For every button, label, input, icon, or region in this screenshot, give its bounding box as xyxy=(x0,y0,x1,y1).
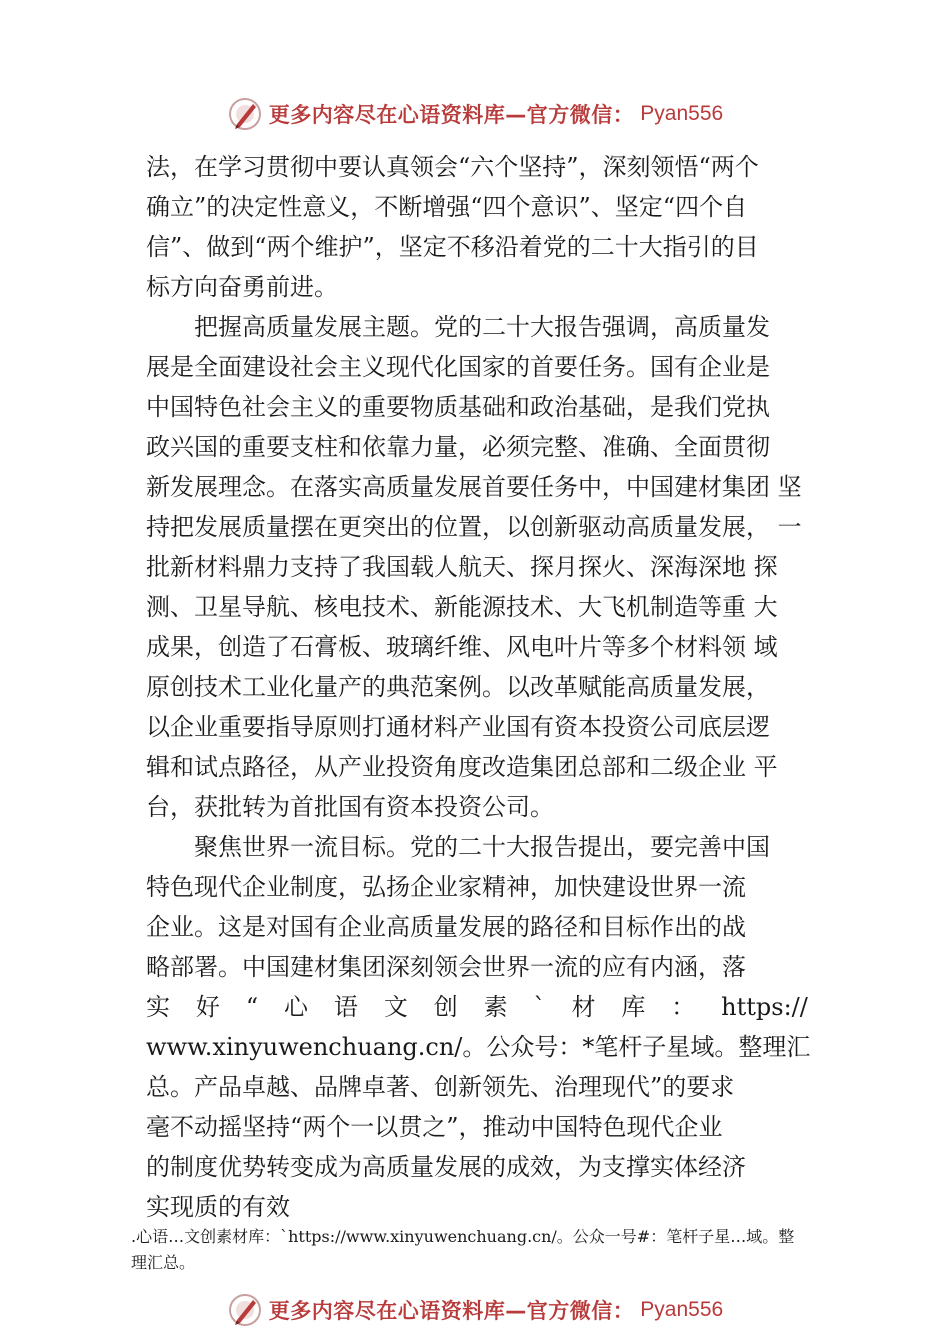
text-line: 成果，创造了石膏板、玻璃纤维、风电叶片等多个材料领 域 xyxy=(146,633,778,661)
text-line: 标方向奋勇前进。 xyxy=(146,273,338,301)
text-line: 中国特色社会主义的重要物质基础和政治基础，是我们党执 xyxy=(146,393,770,421)
text-line: www.xinyuwenchuang.cn/。公众号：*笔杆子星域。整理汇 xyxy=(146,1033,811,1061)
header-banner-text: 更多内容尽在心语资料库—官方微信： xyxy=(268,103,635,127)
spread-char: 实 xyxy=(146,993,170,1021)
text-line: 毫不动摇坚持“两个一以贯之”，推动中国特色现代企业 xyxy=(146,1113,723,1141)
text-line: 辑和试点路径，从产业投资角度改造集团总部和二级企业 平 xyxy=(146,753,778,781)
text-line: 新发展理念。在落实高质量发展首要任务中，中国建材集团 坚 xyxy=(146,473,802,501)
text-line: 信”、做到“两个维护”，坚定不移沿着党的二十大指引的目 xyxy=(146,233,759,261)
spread-char: ： xyxy=(671,993,696,1021)
text-line: 原创技术工业化量产的典范案例。以改革赋能高质量发展， xyxy=(146,673,770,701)
spread-char: 库 xyxy=(621,993,646,1021)
text-line: 企业。这是对国有企业高质量发展的路径和目标作出的战 xyxy=(146,913,746,941)
pen-logo-icon xyxy=(227,96,263,132)
spread-text-line xyxy=(146,987,808,1027)
text-line: 实现质的有效 xyxy=(146,1193,290,1221)
text-line: 略部署。中国建材集团深刻领会世界一流的应有内涵，落 xyxy=(146,953,746,981)
spread-char: 材 xyxy=(571,993,596,1021)
spread-char: ` xyxy=(533,993,546,1021)
text-line: 法，在学习贯彻中要认真领会“六个坚持”，深刻领悟“两个 xyxy=(146,153,759,181)
pen-logo-icon xyxy=(227,1292,263,1328)
paragraph-start-line: 聚焦世界一流目标。党的二十大报告提出，要完善中国 xyxy=(194,833,770,861)
spread-char: 文 xyxy=(383,993,408,1021)
text-line: 持把发展质量摆在更突出的位置，以创新驱动高质量发展， 一 xyxy=(146,513,802,541)
spread-char: 素 xyxy=(483,993,508,1021)
spread-char: 心 xyxy=(284,993,308,1021)
footer-banner-wechat-id: Pyan556 xyxy=(640,1298,724,1321)
footnote-line: 理汇总。 xyxy=(131,1253,196,1272)
document-body xyxy=(146,147,836,1227)
footnote-line: .心语…文创素材库：`https://www.xinyuwenchuang.cn/。公众一号#：笔杆子星…域。整 xyxy=(131,1227,795,1246)
text-line: 的制度优势转变成为高质量发展的成效，为支撑实体经济 xyxy=(146,1153,746,1181)
footer-banner xyxy=(0,1290,950,1330)
text-line: 测、卫星导航、核电技术、新能源技术、大飞机制造等重 大 xyxy=(146,593,778,621)
text-line: 台，获批转为首批国有资本投资公司。 xyxy=(146,793,554,821)
text-line: 批新材料鼎力支持了我国载人航天、探月探火、深海深地 探 xyxy=(146,553,778,581)
text-line: 确立”的决定性意义，不断增强“四个意识”、坚定“四个自 xyxy=(146,193,748,221)
text-line: 政兴国的重要支柱和依靠力量，必须完整、准确、全面贯彻 xyxy=(146,433,770,461)
text-line: 展是全面建设社会主义现代化国家的首要任务。国有企业是 xyxy=(146,353,770,381)
spread-char: 好 xyxy=(195,993,220,1021)
spread-url-fragment: https:// xyxy=(721,993,808,1021)
spread-char: 语 xyxy=(333,993,358,1021)
text-line: 总。产品卓越、品牌卓著、创新领先、治理现代”的要求 xyxy=(146,1073,735,1101)
header-banner-wechat-id: Pyan556 xyxy=(640,102,724,125)
text-line: 特色现代企业制度，弘扬企业家精神，加快建设世界一流 xyxy=(146,873,746,901)
spread-char: 创 xyxy=(433,993,458,1021)
footer-banner-text: 更多内容尽在心语资料库—官方微信： xyxy=(268,1299,635,1323)
footnote xyxy=(131,1224,843,1276)
paragraph-start-line: 把握高质量发展主题。党的二十大报告强调，高质量发 xyxy=(194,313,770,341)
spread-char: “ xyxy=(245,993,259,1021)
text-line: 以企业重要指导原则打通材料产业国有资本投资公司底层逻 xyxy=(146,713,770,741)
header-banner xyxy=(0,94,950,134)
